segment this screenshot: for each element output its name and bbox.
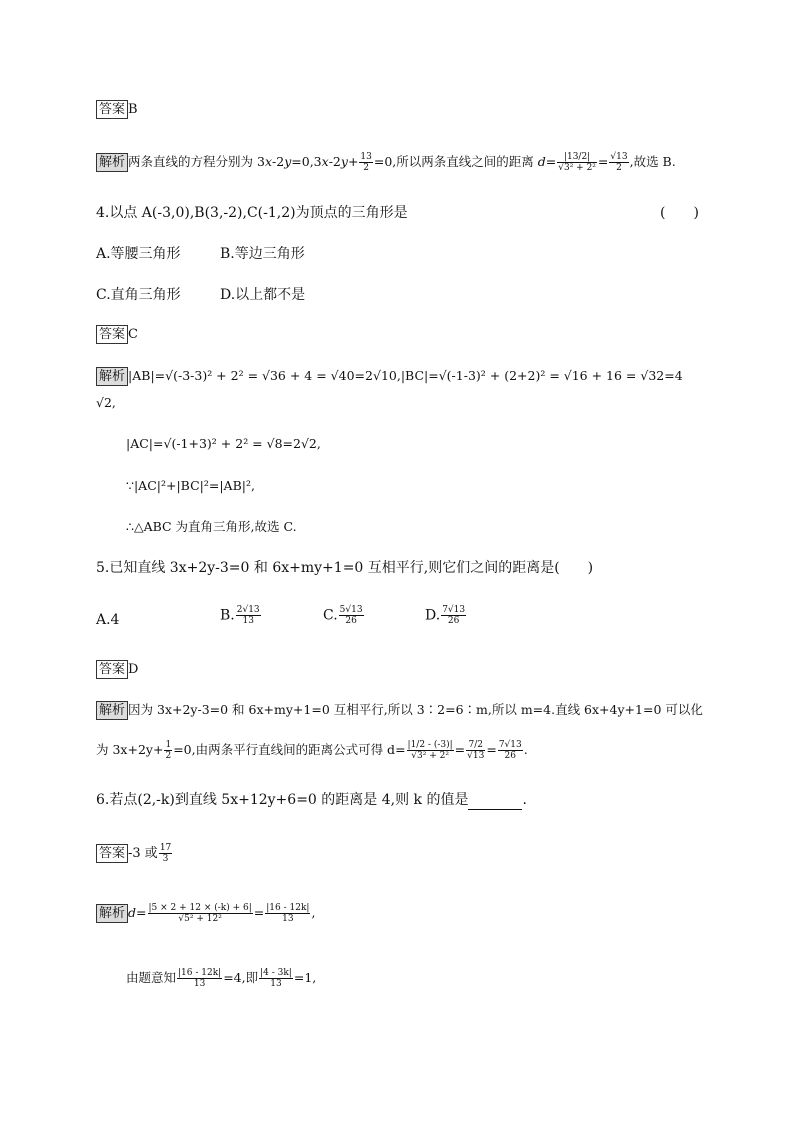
q4-option-b: B.等边三角形 xyxy=(220,246,305,262)
q4-option-c: C.直角三角形 xyxy=(96,287,181,303)
q5-question: 5.已知直线 3x+2y-3=0 和 6x+my+1=0 互相平行,则它们之间的距离是( ) xyxy=(96,560,594,576)
q4-question: 4.以点 A(-3,0),B(3,-2),C(-1,2)为顶点的三角形是 xyxy=(96,205,408,221)
q4-step-ac: |AC|=√(-1+3)² + 2² = √8=2√2, xyxy=(126,436,321,451)
q4-analysis-cont: √2, xyxy=(96,395,116,410)
q5-answer-line xyxy=(96,660,138,680)
q6-question: 6.若点(2,-k)到直线 5x+12y+6=0 的距离是 4,则 k 的值是 . xyxy=(96,792,527,808)
q5-analysis-cont: 为 3x+2y+ $\frac{1}{2}$ =0,由两条平行直线间的距离公式可得 d= $\frac{|1/2 - (-3)|}{\text{√3² + 2²}}$ = $\frac{7/2}{√13}$ = $\frac{7√13}{26}$ . xyxy=(96,740,528,761)
q4-option-a: A.等腰三角形 xyxy=(96,246,181,262)
q3-answer: B xyxy=(128,102,138,117)
analysis-tag: 解析 xyxy=(96,904,128,923)
q4-answer: C xyxy=(128,327,138,342)
q5-analysis-line: 解析 因为 3x+2y-3=0 和 6x+my+1=0 互相平行,所以 3∶2=6∶m,所以 m=4.直线 6x+4y+1=0 可以化 xyxy=(96,700,703,720)
q4-step-since: ∵|AC|²+|BC|²=|AB|², xyxy=(126,478,255,493)
q5-option-d: D. $\frac{7√13}{26}$ xyxy=(425,605,466,626)
q4-answer-paren: ( ) xyxy=(660,205,699,221)
q6-analysis-line: 解析 d= $\frac{|5 \times 2 + 12 \times (-k) + 6|}{\text{√5² + 12²}}$ = $\frac{|16 - 12k|}{13}$ , xyxy=(96,903,315,924)
q6-answer-line: 答案 -3 或 $\frac{17}{3}$ xyxy=(96,843,173,864)
fraction: $\frac{√13}{2}$ xyxy=(610,152,628,173)
q3-answer-line xyxy=(96,100,138,120)
q4-option-d: D.以上都不是 xyxy=(220,287,306,303)
q5-option-c: C. $\frac{5√13}{26}$ xyxy=(323,605,363,626)
q4-answer-line xyxy=(96,325,138,345)
q4-step-therefore: ∴△ABC 为直角三角形,故选 C. xyxy=(126,519,297,534)
q4-analysis-line: 解析 |AB|=√(-3-3)² + 2² = √36 + 4 = √40=2√10,|BC|=√(-1-3)² + (2+2)² = √16 + 16 = √32=4 xyxy=(96,366,683,386)
q5-answer: D xyxy=(128,662,139,677)
answer-tag: 答案 xyxy=(96,660,128,679)
q6-analysis-cont: 由题意知 $\frac{|16 - 12k|}{13}$ =4,即 $\frac{|4 - 3k|}{13}$ =1, xyxy=(126,968,317,989)
answer-tag: 答案 xyxy=(96,844,128,863)
q5-option-b: B. $\frac{2√13}{13}$ xyxy=(220,605,260,626)
fraction: $\frac{|13/2|}{\text{√3² + 2²}}$ xyxy=(558,152,596,173)
analysis-tag: 解析 xyxy=(96,701,128,720)
fraction: $\frac{13}{2}$ xyxy=(360,152,372,173)
q5-option-a: A.4 xyxy=(96,612,120,628)
analysis-tag: 解析 xyxy=(96,153,128,172)
answer-blank xyxy=(468,795,522,810)
answer-tag: 答案 xyxy=(96,100,128,119)
answer-tag: 答案 xyxy=(96,325,128,344)
q3-analysis-line: 解析 两条直线的方程分别为 3x-2y=0,3x-2y+ $\frac{13}{2}$ =0,所以两条直线之间的距离 d= $\frac{|13/2|}{\text{√3² + 2²}}$ = $\frac{√13}{2}$ ,故选 B. xyxy=(96,152,676,173)
analysis-tag: 解析 xyxy=(96,367,128,386)
